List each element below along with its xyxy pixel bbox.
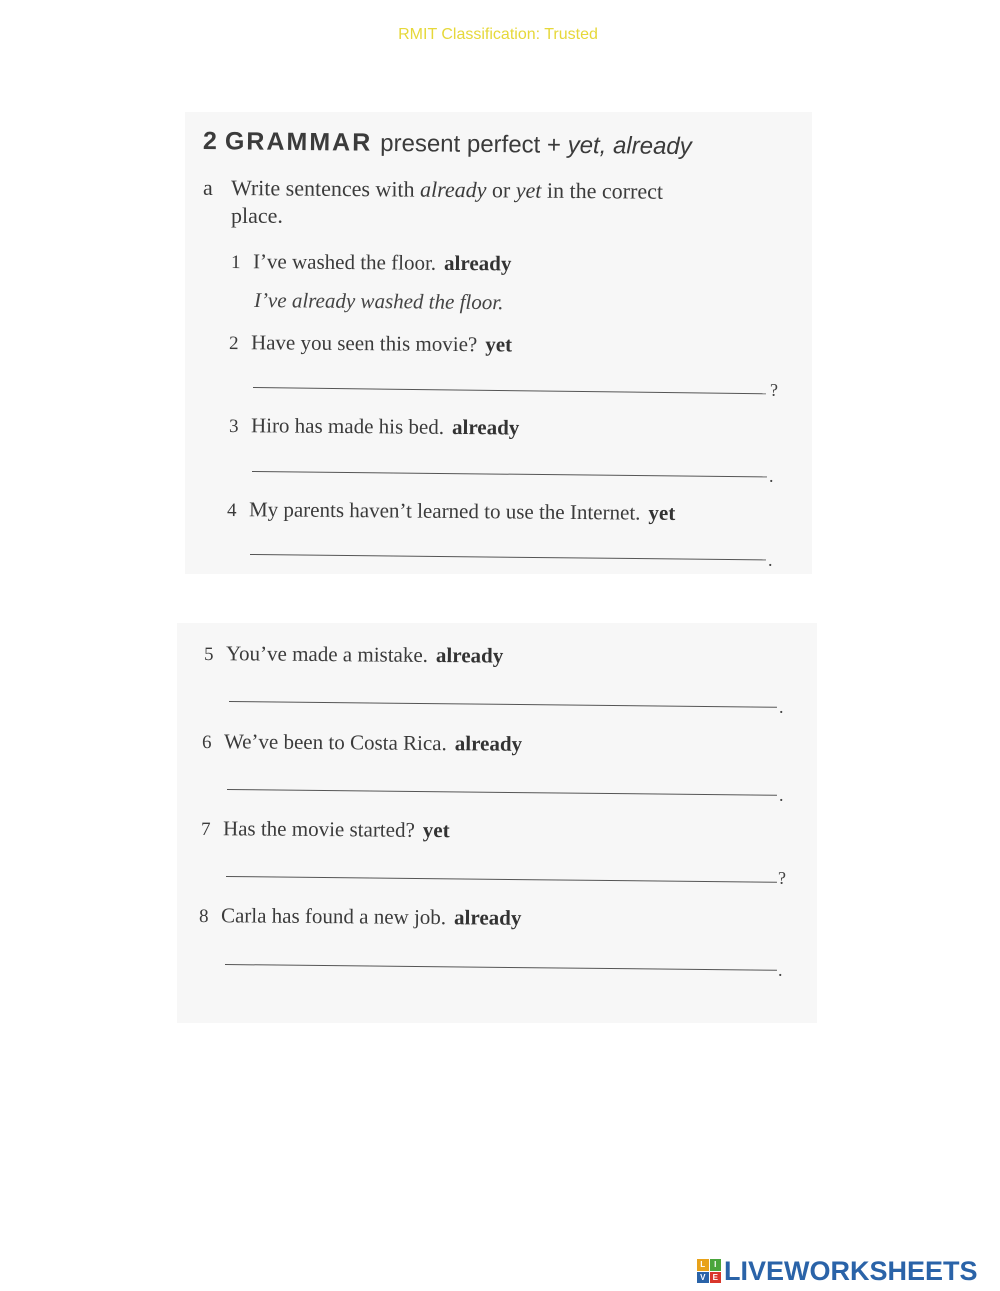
instruction-text: Write sentences with already or yet in the correct	[230, 175, 664, 204]
instruction-text-line2: place.	[231, 203, 283, 228]
question-item-6: 6 We’ve been to Costa Rica. already	[201, 729, 523, 756]
exercise-number: 2	[202, 127, 218, 156]
answer-end-punctuation: ?	[778, 868, 786, 888]
answer-end-punctuation: .	[779, 697, 784, 717]
instruction-letter: a	[203, 175, 213, 200]
question-item-4: 4 My parents haven’t learned to use the Internet. yet	[226, 497, 676, 525]
answer-end-punctuation: .	[778, 960, 783, 980]
logo-mark-icon: L I V E	[697, 1259, 721, 1283]
answer-end-punctuation: ?	[770, 380, 778, 400]
question-item-7: 7 Has the movie started? yet	[200, 816, 450, 843]
question-item-2: 2 Have you seen this movie? yet	[228, 330, 513, 357]
exercise-subtitle: present perfect + yet, already	[380, 129, 692, 161]
example-answer: I’ve already washed the floor.	[253, 288, 504, 315]
exercise-title: GRAMMAR	[224, 127, 373, 157]
question-item-8: 8 Carla has found a new job. already	[198, 903, 522, 930]
liveworksheets-logo[interactable]	[697, 1253, 978, 1289]
answer-end-punctuation: .	[768, 550, 773, 570]
question-item-3: 3 Hiro has made his bed. already	[228, 413, 520, 440]
question-item-5: 5 You’ve made a mistake. already	[203, 641, 504, 668]
answer-end-punctuation: .	[779, 785, 784, 805]
exercise-heading	[203, 127, 692, 161]
classification-label: RMIT Classification: Trusted	[398, 26, 598, 43]
question-item-1: 1 I’ve washed the floor. already	[230, 249, 512, 276]
answer-end-punctuation: .	[769, 466, 774, 486]
logo-text: LIVEWORKSHEETS	[724, 1255, 978, 1286]
